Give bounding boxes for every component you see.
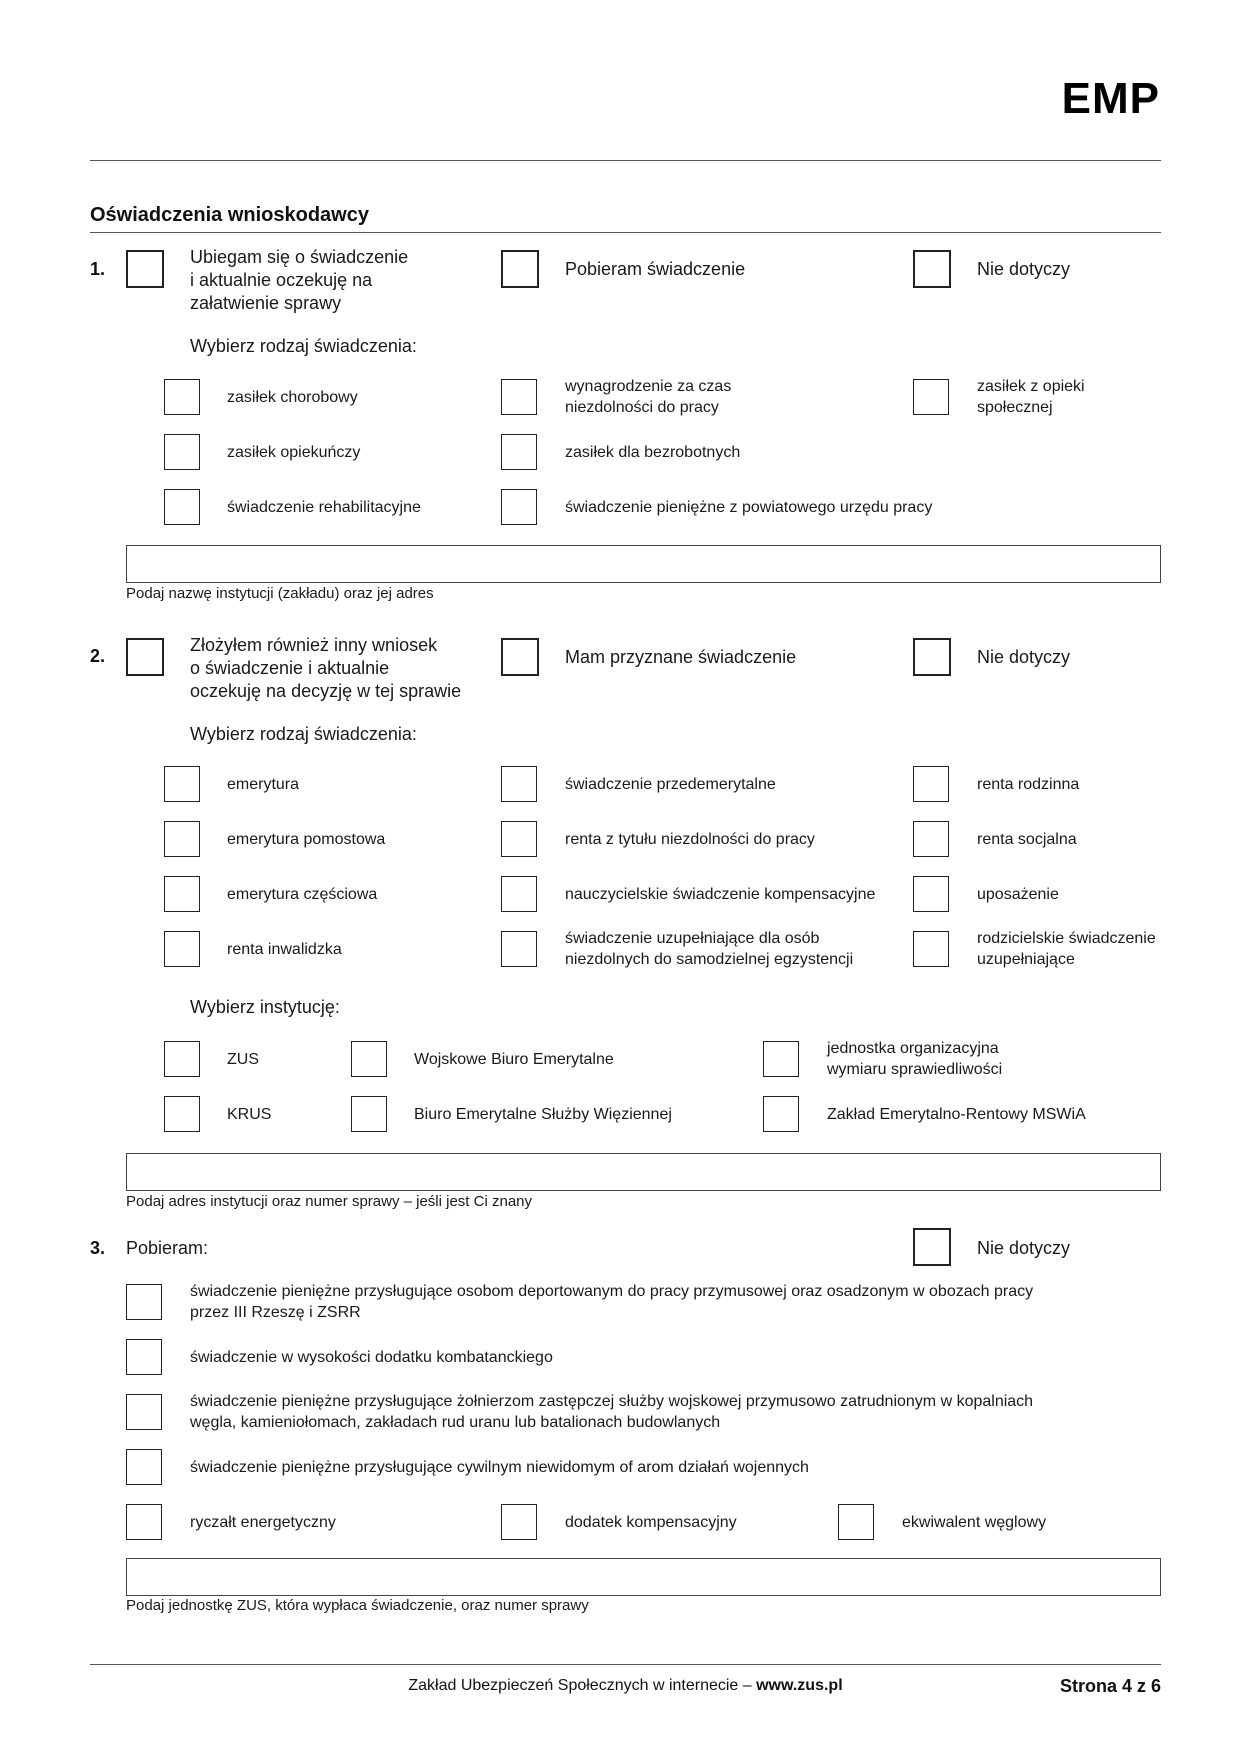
q2-zus-label: ZUS <box>227 1050 259 1068</box>
q1-labour-office-label: świadczenie pieniężne z powiatowego urzędu pracy <box>565 498 933 516</box>
q2-parental-checkbox[interactable] <box>913 931 949 967</box>
q3-coal-equivalent-checkbox[interactable] <box>838 1504 874 1540</box>
q2-bridging-label: emerytura pomostowa <box>227 830 386 848</box>
q2-mswia-label: Zakład Emerytalno-Rentowy MSWiA <box>827 1105 1086 1123</box>
q1-unemployment-checkbox[interactable] <box>501 434 537 470</box>
q3-not-applicable-checkbox[interactable] <box>913 1228 951 1266</box>
q2-option-granted-checkbox[interactable] <box>501 638 539 676</box>
q2-military-office-label: Wojskowe Biuro Emerytalne <box>414 1050 614 1068</box>
q1-incapacity-pay-label: wynagrodzenie za czas niezdolności do pracy <box>565 378 732 416</box>
q2-not-applicable-checkbox[interactable] <box>913 638 951 676</box>
q3-soldiers-checkbox[interactable] <box>126 1394 162 1430</box>
q2-pre-retirement-label: świadczenie przedemerytalne <box>565 775 776 793</box>
q1-care-allowance-label: zasiłek opiekuńczy <box>227 443 361 461</box>
q2-number: 2. <box>90 646 106 666</box>
q2-military-office-checkbox[interactable] <box>351 1041 387 1077</box>
q1-care-allowance-checkbox[interactable] <box>164 434 200 470</box>
q2-justice-unit-checkbox[interactable] <box>763 1041 799 1077</box>
q2-teacher-compensation-checkbox[interactable] <box>501 876 537 912</box>
q3-deported-label: świadczenie pieniężne przysługujące osobom deportowanym do pracy przymusowej oraz osadzonym w obozach pracy przez III Rzeszę i ZSRR <box>190 1283 1034 1321</box>
q3-field-caption: Podaj jednostkę ZUS, która wypłaca świadczenie, oraz numer sprawy <box>126 1597 589 1614</box>
q3-energy-lump-sum-checkbox[interactable] <box>126 1504 162 1540</box>
q2-supplementary-label: świadczenie uzupełniające dla osób niezdolnych do samodzielnej egzystencji <box>565 930 854 968</box>
q3-combatant-label: świadczenie w wysokości dodatku kombatanckiego <box>190 1348 553 1366</box>
q1-option-awaiting-checkbox[interactable] <box>126 250 164 288</box>
q3-soldiers-label: świadczenie pieniężne przysługujące żołnierzom zastępczej służby wojskowej przymusowo zatrudnionym w kopalniach węgla, kamieniołomach, zakładach rud uranu lub batalionach budowlanych <box>190 1393 1034 1431</box>
q2-choose-label: Wybierz rodzaj świadczenia: <box>190 724 417 744</box>
q2-prison-service-checkbox[interactable] <box>351 1096 387 1132</box>
q2-teacher-compensation-label: nauczycielskie świadczenie kompensacyjne <box>565 885 876 903</box>
q2-salary-label: uposażenie <box>977 885 1059 903</box>
q1-field-caption: Podaj nazwę instytucji (zakładu) oraz jej adres <box>126 585 434 602</box>
q1-labour-office-checkbox[interactable] <box>501 489 537 525</box>
q3-zus-unit-field[interactable] <box>126 1558 1161 1596</box>
q2-option-granted-label: Mam przyznane świadczenie <box>565 647 797 667</box>
q1-rehab-label: świadczenie rehabilitacyjne <box>227 498 421 516</box>
q2-zus-checkbox[interactable] <box>164 1041 200 1077</box>
q3-label: Pobieram: <box>126 1238 209 1258</box>
q3-coal-equivalent-label: ekwiwalent węglowy <box>902 1513 1047 1531</box>
q3-blind-civilians-checkbox[interactable] <box>126 1449 162 1485</box>
q2-disability-pension-checkbox[interactable] <box>164 931 200 967</box>
q1-not-applicable-checkbox[interactable] <box>913 250 951 288</box>
q1-choose-label: Wybierz rodzaj świadczenia: <box>190 336 417 356</box>
section-divider <box>90 232 1161 233</box>
q1-rehab-checkbox[interactable] <box>164 489 200 525</box>
q2-parental-label: rodzicielskie świadczenie uzupełniające <box>977 930 1156 968</box>
q2-institution-label: Wybierz instytucję: <box>190 997 340 1017</box>
q3-blind-civilians-label: świadczenie pieniężne przysługujące cywilnym niewidomym of arom działań wojennych <box>190 1458 809 1476</box>
q1-incapacity-pay-checkbox[interactable] <box>501 379 537 415</box>
q3-compensatory-supplement-checkbox[interactable] <box>501 1504 537 1540</box>
q2-retirement-label: emerytura <box>227 775 300 793</box>
q2-mswia-checkbox[interactable] <box>763 1096 799 1132</box>
q2-family-pension-label: renta rodzinna <box>977 775 1080 793</box>
q2-krus-checkbox[interactable] <box>164 1096 200 1132</box>
q2-incapacity-pension-label: renta z tytułu niezdolności do pracy <box>565 830 815 848</box>
q2-address-field[interactable] <box>126 1153 1161 1191</box>
q3-number: 3. <box>90 1238 106 1258</box>
q2-incapacity-pension-checkbox[interactable] <box>501 821 537 857</box>
q2-prison-service-label: Biuro Emerytalne Służby Więziennej <box>414 1105 672 1123</box>
q1-unemployment-label: zasiłek dla bezrobotnych <box>565 443 741 461</box>
header-divider <box>90 160 1161 161</box>
q2-pre-retirement-checkbox[interactable] <box>501 766 537 802</box>
footer-text: Zakład Ubezpieczeń Społecznych w internecie – www.zus.pl <box>408 1677 843 1694</box>
q1-social-care-label: zasiłek z opieki społecznej <box>977 378 1085 416</box>
q1-institution-field[interactable] <box>126 545 1161 583</box>
q1-option-receiving-checkbox[interactable] <box>501 250 539 288</box>
section-title: Oświadczenia wnioskodawcy <box>90 204 369 226</box>
q3-deported-checkbox[interactable] <box>126 1284 162 1320</box>
q3-combatant-checkbox[interactable] <box>126 1339 162 1375</box>
q2-disability-pension-label: renta inwalidzka <box>227 940 342 958</box>
q3-energy-lump-sum-label: ryczałt energetyczny <box>190 1513 336 1531</box>
q2-social-pension-label: renta socjalna <box>977 830 1077 848</box>
q2-retirement-checkbox[interactable] <box>164 766 200 802</box>
footer-link[interactable]: www.zus.pl <box>756 1677 843 1694</box>
q2-social-pension-checkbox[interactable] <box>913 821 949 857</box>
q2-partial-retirement-label: emerytura częściowa <box>227 885 378 903</box>
page-number: Strona 4 z 6 <box>1059 1676 1161 1696</box>
q3-compensatory-supplement-label: dodatek kompensacyjny <box>565 1513 737 1531</box>
q2-field-caption: Podaj adres instytucji oraz numer sprawy – jeśli jest Ci znany <box>126 1193 533 1210</box>
q2-justice-unit-label: jednostka organizacyjna wymiaru sprawiedliwości <box>827 1040 1003 1078</box>
q2-family-pension-checkbox[interactable] <box>913 766 949 802</box>
q2-option-other-application-label: Złożyłem również inny wniosek o świadczenie i aktualnie oczekuję na decyzję w tej sprawie <box>190 635 462 701</box>
q2-krus-label: KRUS <box>227 1105 272 1123</box>
q1-sick-benefit-checkbox[interactable] <box>164 379 200 415</box>
q2-option-other-application-checkbox[interactable] <box>126 638 164 676</box>
q3-not-applicable-label: Nie dotyczy <box>977 1238 1071 1258</box>
q2-salary-checkbox[interactable] <box>913 876 949 912</box>
q2-not-applicable-label: Nie dotyczy <box>977 647 1071 667</box>
q1-social-care-checkbox[interactable] <box>913 379 949 415</box>
q2-bridging-checkbox[interactable] <box>164 821 200 857</box>
q1-not-applicable-label: Nie dotyczy <box>977 259 1071 279</box>
form-code: EMP <box>1061 74 1160 123</box>
q1-option-awaiting-label: Ubiegam się o świadczenie i aktualnie oczekuję na załatwienie sprawy <box>190 247 409 313</box>
q1-sick-benefit-label: zasiłek chorobowy <box>227 388 358 406</box>
footer-divider <box>90 1664 1161 1665</box>
q2-partial-retirement-checkbox[interactable] <box>164 876 200 912</box>
q1-option-receiving-label: Pobieram świadczenie <box>565 259 746 279</box>
q2-supplementary-checkbox[interactable] <box>501 931 537 967</box>
q1-number: 1. <box>90 259 106 279</box>
